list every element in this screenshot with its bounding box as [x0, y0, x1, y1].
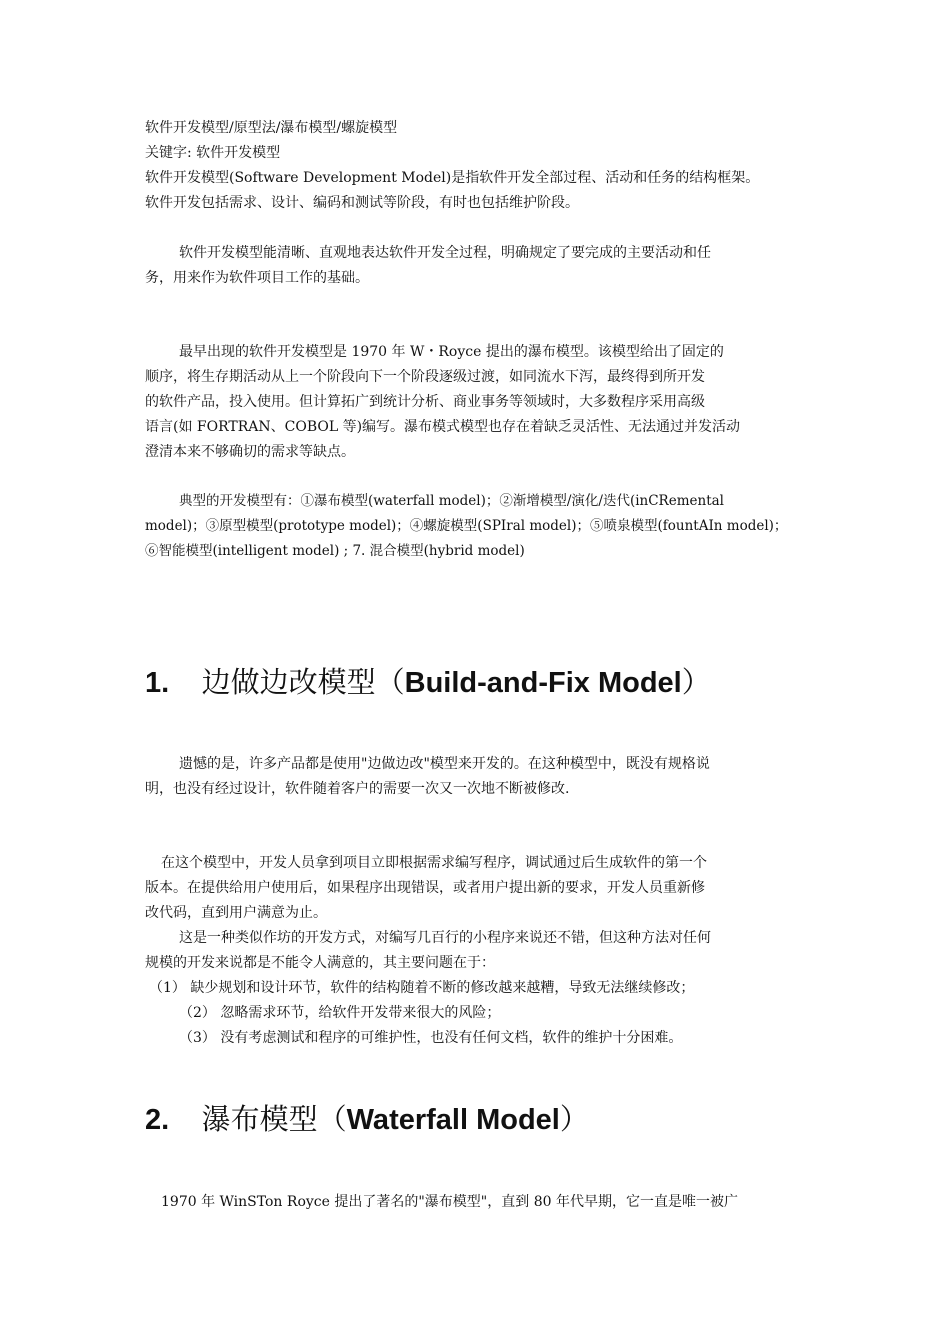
s1-p2-line-3: 改代码，直到用户满意为止。	[145, 905, 327, 921]
definition-line-1: 软件开发模型(Software Development Model)是指软件开发全部过程、活动和任务的结构框架。	[145, 170, 760, 186]
overview-paragraph	[145, 241, 815, 291]
history-line-4: 语言(如 FORTRAN、COBOL 等)编写。瀑布模式模型也存在着缺乏灵活性、无法通过并发活动	[145, 419, 741, 435]
section-2-title-cn: 瀑布模型（	[201, 1102, 347, 1136]
doc-title-line: 软件开发模型/原型法/瀑布模型/螺旋模型	[145, 120, 398, 136]
s1-p1-line-2: 明，也没有经过设计，软件随着客户的需要一次又一次地不断被修改.	[145, 781, 570, 797]
problem-list-item-2: （2） 忽略需求环节，给软件开发带来很大的风险；	[179, 1005, 501, 1021]
section-1-paragraph-2	[145, 851, 815, 926]
model-types-paragraph	[145, 489, 815, 564]
s1-p2-line-2: 版本。在提供给用户使用后，如果程序出现错误，或者用户提出新的要求，开发人员重新修	[145, 880, 705, 896]
s2-p1-line-1: 1970 年 WinSTon Royce 提出了著名的"瀑布模型"，直到 80 年代早期，它一直是唯一被广	[161, 1194, 738, 1210]
section-1-heading	[145, 662, 711, 703]
s1-p2-line-1: 在这个模型中，开发人员拿到项目立即根据需求编写程序，调试通过后生成软件的第一个	[161, 855, 707, 871]
section-1-number: 1.	[145, 667, 170, 699]
model-types-line-3: ⑥智能模型(intelligent model) ; 7. 混合模型(hybrid model)	[145, 543, 525, 559]
intro-block	[145, 116, 815, 216]
overview-line-1: 软件开发模型能清晰、直观地表达软件开发全过程，明确规定了要完成的主要活动和任	[179, 245, 711, 261]
history-line-5: 澄清本来不够确切的需求等缺点。	[145, 444, 355, 460]
history-line-2: 顺序，将生存期活动从上一个阶段向下一个阶段逐级过渡，如同流水下泻，最终得到所开发	[145, 369, 705, 385]
overview-line-2: 务，用来作为软件项目工作的基础。	[145, 270, 369, 286]
model-types-line-2: model)；③原型模型(prototype model)；④螺旋模型(SPIral model)；⑤喷泉模型(fountAIn model)；	[145, 518, 788, 534]
section-1-title-end: ）	[681, 665, 711, 699]
s1-p3-line-2: 规模的开发来说都是不能令人满意的，其主要问题在于：	[145, 955, 495, 971]
s1-p1-line-1: 遗憾的是，许多产品都是使用"边做边改"模型来开发的。在这种模型中，既没有规格说	[179, 756, 710, 772]
s1-p3-line-1: 这是一种类似作坊的开发方式，对编写几百行的小程序来说还不错，但这种方法对任何	[179, 930, 711, 946]
problem-list-item-3: （3） 没有考虑测试和程序的可维护性，也没有任何文档，软件的维护十分困难。	[179, 1030, 683, 1046]
section-2-title-en: Waterfall Model	[346, 1104, 560, 1136]
definition-line-2: 软件开发包括需求、设计、编码和测试等阶段，有时也包括维护阶段。	[145, 195, 579, 211]
problem-list-item-1: （1） 缺少规划和设计环节，软件的结构随着不断的修改越来越糟，导致无法继续修改；	[149, 980, 695, 996]
history-line-3: 的软件产品，投入使用。但计算拓广到统计分析、商业事务等领域时，大多数程序采用高级	[145, 394, 705, 410]
section-2-title-end: ）	[559, 1102, 589, 1136]
section-1-title-en: Build-and-Fix Model	[404, 667, 682, 699]
section-1-paragraph-3	[145, 926, 815, 1051]
section-2-heading	[145, 1099, 589, 1140]
section-2-number: 2.	[145, 1104, 170, 1136]
model-types-line-1: 典型的开发模型有：①瀑布模型(waterfall model)；②渐增模型/演化/迭代(inCRemental	[179, 493, 724, 509]
section-1-title-cn: 边做边改模型（	[201, 665, 405, 699]
section-1-paragraph-1	[145, 752, 815, 802]
section-2-paragraph-1	[145, 1190, 815, 1215]
history-paragraph	[145, 340, 815, 465]
history-line-1: 最早出现的软件开发模型是 1970 年 W・Royce 提出的瀑布模型。该模型给出了固定的	[179, 344, 724, 360]
keywords-line: 关键字: 软件开发模型	[145, 145, 281, 161]
